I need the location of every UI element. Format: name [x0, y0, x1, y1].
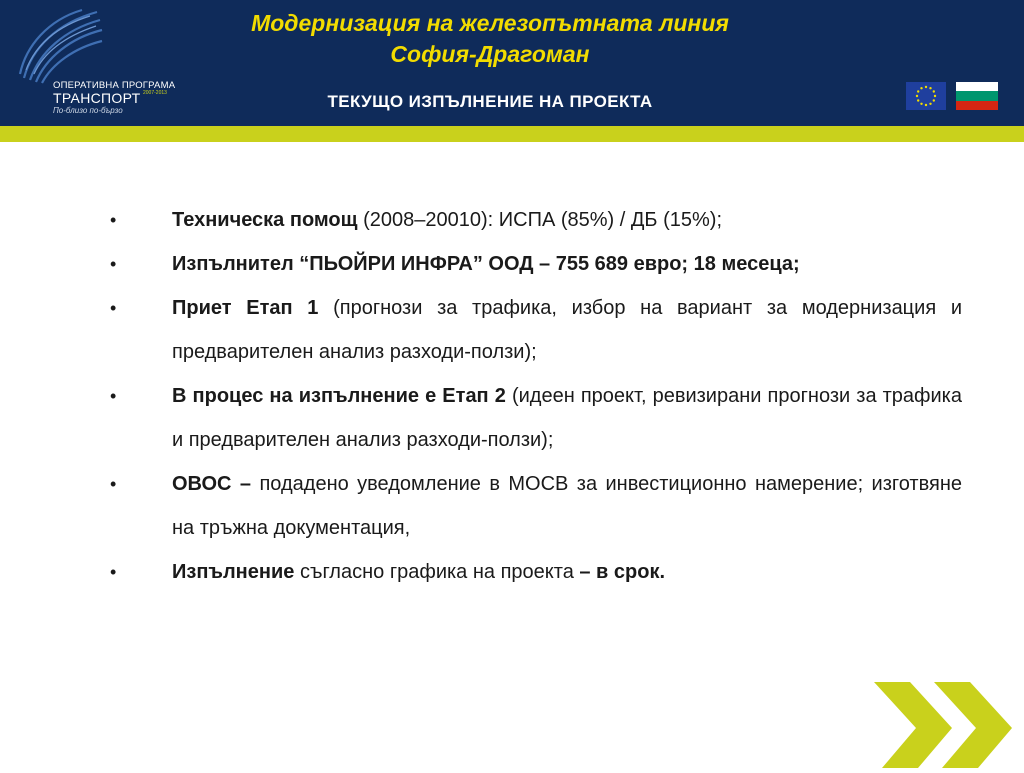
eu-flag-icon: [906, 82, 946, 110]
page-subtitle: ТЕКУЩО ИЗПЪЛНЕНИЕ НА ПРОЕКТА: [327, 92, 653, 111]
bullet-text: [172, 374, 962, 462]
list-item: [108, 374, 962, 462]
program-logo: [12, 8, 182, 116]
flag-stripe-white: [956, 82, 998, 91]
bullet-text: [172, 198, 962, 242]
bullet-text: [172, 462, 962, 550]
bullet-bold: ОВОС –: [172, 473, 252, 495]
bullet-text: [172, 286, 962, 374]
logo-transport-text: ТРАНСПОРТ: [53, 90, 141, 106]
bullet-marker: •: [110, 298, 117, 318]
wing-logo-icon: [12, 8, 112, 88]
list-item: [108, 198, 962, 242]
chevron-arrows-icon: [872, 678, 1024, 768]
page-title: [190, 8, 790, 70]
bullet-marker: •: [110, 562, 117, 582]
bulgaria-flag-icon: [956, 82, 998, 110]
bullet-normal: (прогнози за трафика, избор на вариант за модернизация и предварителен анализ разходи-ползи);: [172, 297, 963, 363]
title-line-1: Модернизация на железопътната линия: [251, 10, 729, 36]
bullet-marker: •: [110, 386, 117, 406]
flag-stripe-red: [956, 101, 998, 110]
list-item: [108, 550, 962, 594]
bullet-marker: •: [110, 210, 117, 230]
bullet-list: [108, 198, 962, 594]
bullet-bold-end: – в срок.: [579, 561, 666, 583]
header-bar: [0, 0, 1024, 126]
list-item: [108, 242, 962, 286]
bullet-marker: •: [110, 474, 117, 494]
bullet-bold: Приет Етап 1: [172, 297, 319, 319]
bullet-bold: Изпълнител “ПЬОЙРИ ИНФРА” ООД – 755 689 евро; 18 месеца;: [172, 253, 800, 275]
list-item: [108, 286, 962, 374]
bullet-marker: •: [110, 254, 117, 274]
list-item: [108, 462, 962, 550]
bullet-normal: подадено уведомление в МОСВ за инвестиционно намерение; изготвяне на тръжна документация,: [172, 473, 962, 539]
bullet-normal: (2008–20010): ИСПА (85%) / ДБ (15%);: [357, 209, 722, 231]
bullet-bold: Техническа помощ: [172, 209, 358, 231]
logo-program-text: ОПЕРАТИВНА ПРОГРАМА: [53, 80, 176, 91]
title-line-2: София-Драгоман: [390, 41, 590, 67]
bullet-bold: В процес на изпълнение е Етап 2: [172, 385, 506, 407]
flag-stripe-green: [956, 91, 998, 100]
bullet-text: [172, 242, 962, 286]
bullet-bold: Изпълнение: [172, 561, 295, 583]
bullet-text: [172, 550, 962, 594]
logo-years-text: 2007-2013: [143, 90, 167, 96]
bullet-normal: съгласно графика на проекта: [294, 561, 580, 583]
header-accent-line: [0, 126, 1024, 142]
logo-slogan-text: По-близо по-бързо: [53, 106, 123, 115]
bullet-normal: (идеен проект, ревизирани прогнози за трафика и предварителен анализ разходи-ползи);: [172, 385, 962, 451]
